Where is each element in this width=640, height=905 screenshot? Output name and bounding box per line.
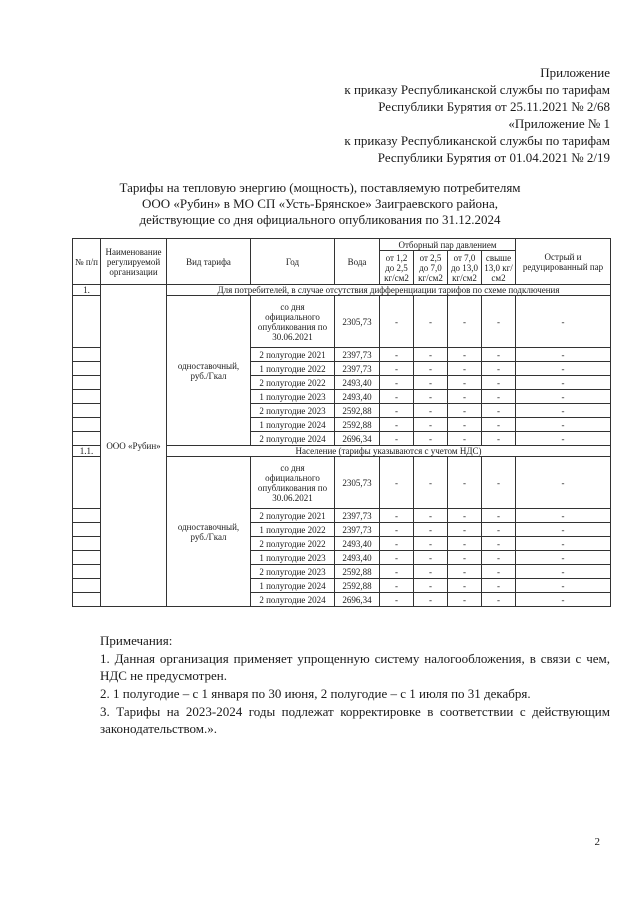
dash-cell: - <box>448 432 482 446</box>
water-tariff-cell: 2592,88 <box>335 579 380 593</box>
dash-cell: - <box>414 523 448 537</box>
water-tariff-cell: 2493,40 <box>335 551 380 565</box>
dash-cell: - <box>414 404 448 418</box>
dash-cell: - <box>414 376 448 390</box>
dash-cell: - <box>448 457 482 509</box>
dash-cell: - <box>380 551 414 565</box>
header-line: к приказу Республиканской службы по тарифам <box>344 82 610 97</box>
period-cell: 2 полугодие 2023 <box>251 565 335 579</box>
row-number-cell <box>73 418 101 432</box>
dash-cell: - <box>414 457 448 509</box>
period-cell: со дня официального опубликования по 30.06.2021 <box>251 457 335 509</box>
org-name: ООО «Рубин» <box>101 285 167 607</box>
dash-cell: - <box>380 523 414 537</box>
dash-cell: - <box>414 537 448 551</box>
header-org: Наименование регулируемой организации <box>101 239 167 285</box>
row-number-cell <box>73 362 101 376</box>
dash-cell: - <box>482 457 516 509</box>
header-line: Приложение <box>540 65 610 80</box>
notes-block <box>100 632 610 738</box>
section-number: 1.1. <box>73 446 101 457</box>
water-tariff-cell: 2592,88 <box>335 404 380 418</box>
dash-cell: - <box>380 457 414 509</box>
period-cell: 2 полугодие 2022 <box>251 376 335 390</box>
header-tariff-type: Вид тарифа <box>167 239 251 285</box>
header-sharp-steam: Острый и редуцированный пар <box>516 239 611 285</box>
dash-cell: - <box>482 432 516 446</box>
appendix-header <box>344 64 610 166</box>
dash-cell: - <box>516 523 611 537</box>
dash-cell: - <box>380 509 414 523</box>
dash-cell: - <box>482 348 516 362</box>
dash-cell: - <box>482 565 516 579</box>
period-cell: 2 полугодие 2021 <box>251 509 335 523</box>
water-tariff-cell: 2397,73 <box>335 362 380 376</box>
dash-cell: - <box>380 593 414 607</box>
dash-cell: - <box>414 432 448 446</box>
dash-cell: - <box>448 362 482 376</box>
period-cell: 1 полугодие 2022 <box>251 523 335 537</box>
dash-cell: - <box>414 579 448 593</box>
period-cell: 1 полугодие 2023 <box>251 551 335 565</box>
water-tariff-cell: 2696,34 <box>335 432 380 446</box>
header-water: Вода <box>335 239 380 285</box>
title-line: действующие со дня официального опубликования по 31.12.2024 <box>139 212 501 227</box>
dash-cell: - <box>482 509 516 523</box>
dash-cell: - <box>516 551 611 565</box>
period-cell: 1 полугодие 2022 <box>251 362 335 376</box>
dash-cell: - <box>516 348 611 362</box>
note-item: 2. 1 полугодие – с 1 января по 30 июня, 2 полугодие – с 1 июля по 31 декабря. <box>100 686 531 701</box>
row-number-cell <box>73 551 101 565</box>
section-number: 1. <box>73 285 101 296</box>
notes-heading: Примечания: <box>100 633 173 648</box>
dash-cell: - <box>380 432 414 446</box>
row-number-cell <box>73 523 101 537</box>
document-title <box>0 180 640 228</box>
dash-cell: - <box>516 296 611 348</box>
dash-cell: - <box>448 390 482 404</box>
dash-cell: - <box>482 537 516 551</box>
dash-cell: - <box>516 404 611 418</box>
water-tariff-cell: 2397,73 <box>335 509 380 523</box>
dash-cell: - <box>414 362 448 376</box>
period-cell: со дня официального опубликования по 30.06.2021 <box>251 296 335 348</box>
dash-cell: - <box>448 551 482 565</box>
dash-cell: - <box>516 593 611 607</box>
dash-cell: - <box>448 348 482 362</box>
dash-cell: - <box>448 523 482 537</box>
dash-cell: - <box>448 593 482 607</box>
header-num: № п/п <box>73 239 101 285</box>
dash-cell: - <box>516 579 611 593</box>
dash-cell: - <box>380 348 414 362</box>
dash-cell: - <box>414 565 448 579</box>
dash-cell: - <box>516 457 611 509</box>
header-line: к приказу Республиканской службы по тарифам <box>344 133 610 148</box>
row-number-cell <box>73 348 101 362</box>
row-number-cell <box>73 537 101 551</box>
dash-cell: - <box>482 523 516 537</box>
dash-cell: - <box>516 418 611 432</box>
dash-cell: - <box>482 376 516 390</box>
dash-cell: - <box>516 362 611 376</box>
water-tariff-cell: 2305,73 <box>335 457 380 509</box>
dash-cell: - <box>448 376 482 390</box>
dash-cell: - <box>516 376 611 390</box>
header-line: «Приложение № 1 <box>508 116 610 131</box>
period-cell: 2 полугодие 2023 <box>251 404 335 418</box>
row-number-cell <box>73 579 101 593</box>
water-tariff-cell: 2397,73 <box>335 348 380 362</box>
period-cell: 2 полугодие 2024 <box>251 432 335 446</box>
dash-cell: - <box>380 390 414 404</box>
dash-cell: - <box>448 565 482 579</box>
dash-cell: - <box>516 390 611 404</box>
dash-cell: - <box>516 565 611 579</box>
dash-cell: - <box>380 579 414 593</box>
row-number-cell <box>73 565 101 579</box>
header-steam-group: Отборный пар давлением <box>380 239 516 251</box>
dash-cell: - <box>516 509 611 523</box>
dash-cell: - <box>482 579 516 593</box>
dash-cell: - <box>448 404 482 418</box>
dash-cell: - <box>380 362 414 376</box>
dash-cell: - <box>448 579 482 593</box>
row-number-cell <box>73 457 101 509</box>
title-line: ООО «Рубин» в МО СП «Усть-Брянское» Заиграевского района, <box>141 196 499 211</box>
water-tariff-cell: 2592,88 <box>335 418 380 432</box>
water-tariff-cell: 2493,40 <box>335 390 380 404</box>
note-item: 1. Данная организация применяет упрощенную систему налогообложения, в связи с чем, НДС не предусмотрен. <box>100 651 610 683</box>
tariff-type: одноставочный, руб./Гкал <box>167 457 251 607</box>
dash-cell: - <box>482 362 516 376</box>
dash-cell: - <box>414 390 448 404</box>
header-pressure-1: от 1,2 до 2,5 кг/см2 <box>380 251 414 285</box>
dash-cell: - <box>380 418 414 432</box>
water-tariff-cell: 2493,40 <box>335 376 380 390</box>
dash-cell: - <box>414 418 448 432</box>
dash-cell: - <box>380 376 414 390</box>
dash-cell: - <box>482 551 516 565</box>
header-line: Республики Бурятия от 01.04.2021 № 2/19 <box>377 150 610 165</box>
dash-cell: - <box>482 390 516 404</box>
dash-cell: - <box>482 418 516 432</box>
dash-cell: - <box>414 593 448 607</box>
header-line: Республики Бурятия от 25.11.2021 № 2/68 <box>378 99 610 114</box>
row-number-cell <box>73 376 101 390</box>
water-tariff-cell: 2397,73 <box>335 523 380 537</box>
row-number-cell <box>73 593 101 607</box>
dash-cell: - <box>482 404 516 418</box>
row-number-cell <box>73 404 101 418</box>
dash-cell: - <box>448 537 482 551</box>
title-line: Тарифы на тепловую энергию (мощность), поставляемую потребителям <box>119 180 521 195</box>
water-tariff-cell: 2592,88 <box>335 565 380 579</box>
period-cell: 1 полугодие 2024 <box>251 418 335 432</box>
row-number-cell <box>73 509 101 523</box>
dash-cell: - <box>414 348 448 362</box>
period-cell: 1 полугодие 2024 <box>251 579 335 593</box>
dash-cell: - <box>516 537 611 551</box>
dash-cell: - <box>482 593 516 607</box>
water-tariff-cell: 2305,73 <box>335 296 380 348</box>
period-cell: 2 полугодие 2022 <box>251 537 335 551</box>
tariff-type: одноставочный, руб./Гкал <box>167 296 251 446</box>
section-title: Население (тарифы указываются с учетом НДС) <box>167 446 611 457</box>
tariff-table <box>72 238 611 607</box>
dash-cell: - <box>380 565 414 579</box>
water-tariff-cell: 2696,34 <box>335 593 380 607</box>
dash-cell: - <box>448 509 482 523</box>
period-cell: 1 полугодие 2023 <box>251 390 335 404</box>
dash-cell: - <box>482 296 516 348</box>
period-cell: 2 полугодие 2021 <box>251 348 335 362</box>
dash-cell: - <box>448 296 482 348</box>
note-item: 3. Тарифы на 2023-2024 годы подлежат корректировке в соответствии с действующим законодательством.». <box>100 704 610 736</box>
header-pressure-4: свыше 13,0 кг/см2 <box>482 251 516 285</box>
period-cell: 2 полугодие 2024 <box>251 593 335 607</box>
header-pressure-3: от 7,0 до 13,0 кг/см2 <box>448 251 482 285</box>
header-pressure-2: от 2,5 до 7,0 кг/см2 <box>414 251 448 285</box>
header-year: Год <box>251 239 335 285</box>
dash-cell: - <box>380 537 414 551</box>
dash-cell: - <box>380 404 414 418</box>
dash-cell: - <box>380 296 414 348</box>
dash-cell: - <box>414 296 448 348</box>
dash-cell: - <box>414 551 448 565</box>
dash-cell: - <box>414 509 448 523</box>
section-title: Для потребителей, в случае отсутствия дифференциации тарифов по схеме подключения <box>167 285 611 296</box>
water-tariff-cell: 2493,40 <box>335 537 380 551</box>
row-number-cell <box>73 390 101 404</box>
section-row <box>73 285 611 296</box>
row-number-cell <box>73 432 101 446</box>
page-number: 2 <box>594 836 600 848</box>
row-number-cell <box>73 296 101 348</box>
dash-cell: - <box>516 432 611 446</box>
dash-cell: - <box>448 418 482 432</box>
